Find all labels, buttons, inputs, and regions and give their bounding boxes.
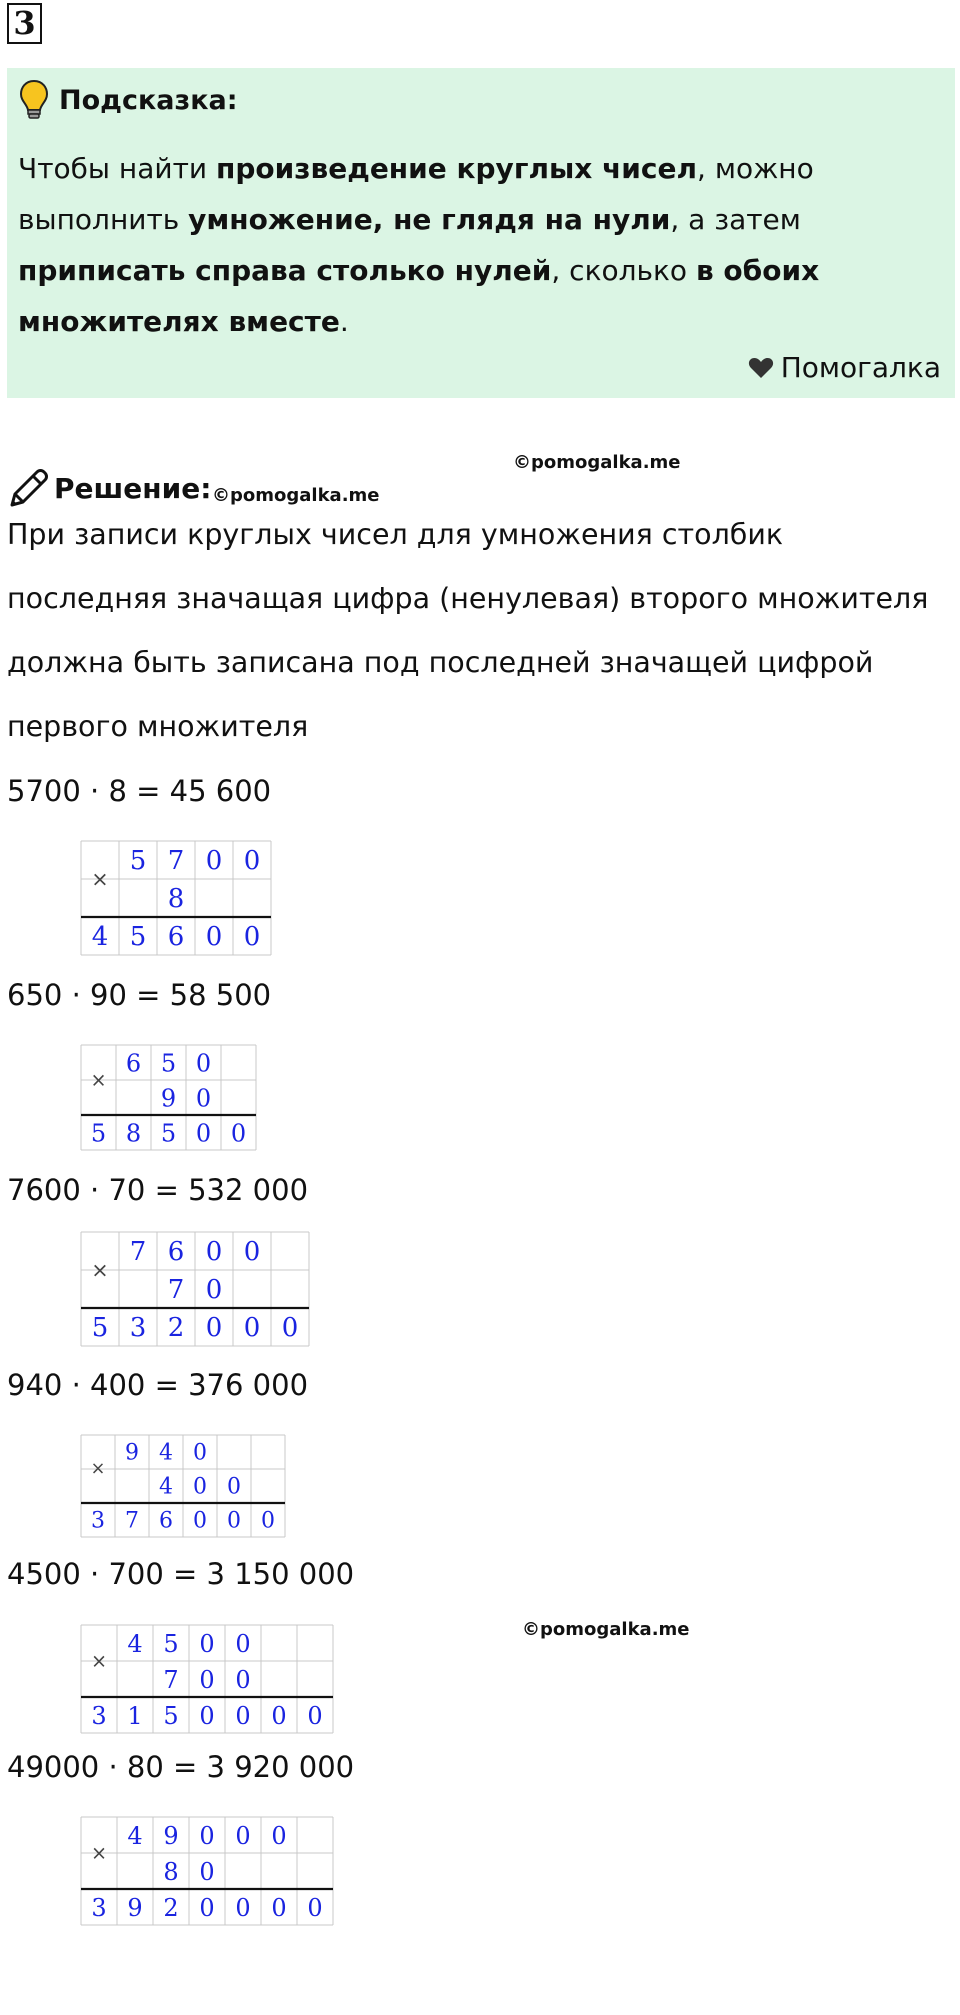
grid-digit: 2	[163, 1894, 179, 1922]
solution-line: При записи круглых чисел для умножения столбик	[7, 518, 784, 551]
multiplication-grid	[80, 1434, 286, 1542]
equation: 940 · 400 = 376 000	[7, 1368, 309, 1402]
grid-digit: 4	[91, 922, 109, 952]
grid-digit: 0	[195, 1084, 212, 1113]
grid-digit: 4	[159, 1474, 173, 1500]
grid-svg	[80, 840, 272, 956]
grid-digit: 8	[167, 884, 185, 914]
grid-digit: 2	[167, 1313, 185, 1343]
pencil-icon	[8, 467, 50, 509]
multiply-sign: ×	[90, 1841, 108, 1865]
grid-digit: 0	[243, 846, 261, 876]
grid-digit: 1	[127, 1702, 143, 1730]
task-number: 3	[7, 3, 42, 44]
hint-text-segment: , сколько	[551, 254, 696, 287]
hint-text-bold: умножение, не глядя на нули	[188, 203, 671, 236]
grid-digit: 5	[163, 1702, 179, 1730]
grid-digit: 0	[281, 1313, 299, 1343]
grid-digit: 0	[243, 1237, 261, 1267]
grid-digit: 0	[205, 846, 223, 876]
grid-digit: 4	[159, 1440, 173, 1466]
equation: 5700 · 8 = 45 600	[7, 774, 272, 808]
grid-digit: 0	[199, 1630, 215, 1658]
heart-icon	[748, 357, 774, 379]
hint-text-segment: Чтобы найти	[18, 152, 216, 185]
grid-svg	[80, 1231, 310, 1347]
signature	[748, 348, 941, 388]
grid-digit: 0	[195, 1049, 212, 1078]
grid-digit: 9	[160, 1084, 177, 1113]
grid-digit: 0	[199, 1666, 215, 1694]
grid-digit: 0	[243, 1313, 261, 1343]
hint-header	[19, 78, 238, 122]
hint-text-bold: в обоих множителях вместе	[18, 254, 820, 338]
grid-digit: 8	[163, 1858, 179, 1886]
multiplication-grid	[80, 1231, 310, 1351]
grid-digit: 7	[125, 1508, 139, 1534]
grid-digit: 3	[129, 1313, 147, 1343]
multiply-sign: ×	[90, 1649, 108, 1673]
hint-text-segment: .	[339, 305, 349, 338]
grid-digit: 0	[271, 1702, 287, 1730]
grid-digit: 0	[227, 1474, 241, 1500]
grid-svg	[80, 1044, 257, 1151]
grid-digit: 0	[205, 1275, 223, 1305]
grid-digit: 0	[199, 1894, 215, 1922]
grid-digit: 7	[167, 1275, 185, 1305]
grid-digit: 0	[205, 1313, 223, 1343]
grid-digit: 3	[91, 1894, 107, 1922]
multiply-sign: ×	[90, 1068, 107, 1092]
hint-text	[18, 143, 943, 347]
grid-digit: 6	[167, 1237, 185, 1267]
watermark: ©pomogalka.me	[212, 485, 380, 506]
hint-text-bold: произведение круглых чисел	[215, 152, 698, 185]
multiplication-grid	[80, 1044, 257, 1155]
grid-digit: 9	[125, 1440, 139, 1466]
solution-header	[8, 467, 211, 509]
multiply-sign: ×	[91, 867, 109, 891]
grid-digit: 5	[91, 1313, 109, 1343]
grid-svg	[80, 1624, 334, 1734]
grid-digit: 5	[160, 1049, 177, 1078]
multiplication-grid	[80, 1624, 334, 1738]
grid-digit: 0	[271, 1894, 287, 1922]
solution-title: Решение:	[54, 471, 212, 505]
equation: 7600 · 70 = 532 000	[7, 1173, 309, 1207]
watermark: ©pomogalka.me	[513, 452, 681, 473]
grid-digit: 0	[235, 1630, 251, 1658]
equation: 49000 · 80 = 3 920 000	[7, 1750, 355, 1784]
grid-digit: 7	[129, 1237, 147, 1267]
grid-digit: 9	[163, 1822, 179, 1850]
grid-digit: 0	[271, 1822, 287, 1850]
grid-digit: 0	[199, 1702, 215, 1730]
signature-text: Помогалка	[780, 351, 941, 384]
grid-digit: 9	[127, 1894, 143, 1922]
grid-digit: 0	[193, 1440, 207, 1466]
grid-digit: 0	[199, 1822, 215, 1850]
hint-text-segment: , а затем	[670, 203, 801, 236]
grid-digit: 0	[205, 922, 223, 952]
grid-digit: 4	[127, 1630, 143, 1658]
multiply-sign: ×	[90, 1459, 106, 1479]
multiplication-grid	[80, 840, 272, 960]
grid-digit: 3	[91, 1702, 107, 1730]
grid-digit: 3	[91, 1508, 105, 1534]
grid-digit: 6	[125, 1049, 142, 1078]
grid-svg	[80, 1816, 334, 1926]
grid-digit: 0	[193, 1474, 207, 1500]
lightbulb-icon	[19, 79, 49, 121]
grid-digit: 0	[205, 1237, 223, 1267]
equation: 650 · 90 = 58 500	[7, 978, 272, 1012]
grid-digit: 6	[159, 1508, 173, 1534]
multiplication-grid	[80, 1816, 334, 1930]
grid-digit: 0	[243, 922, 261, 952]
hint-box	[7, 68, 955, 398]
grid-digit: 5	[129, 846, 147, 876]
grid-digit: 4	[127, 1822, 143, 1850]
solution-line: первого множителя	[7, 710, 309, 743]
grid-digit: 8	[125, 1119, 142, 1148]
grid-digit: 0	[199, 1858, 215, 1886]
grid-digit: 0	[235, 1894, 251, 1922]
grid-digit: 6	[167, 922, 185, 952]
solution-line: должна быть записана под последней значащей цифрой	[7, 646, 874, 679]
grid-digit: 7	[163, 1666, 179, 1694]
grid-digit: 0	[307, 1894, 323, 1922]
grid-digit: 5	[129, 922, 147, 952]
watermark: ©pomogalka.me	[522, 1619, 690, 1640]
grid-digit: 0	[193, 1508, 207, 1534]
grid-digit: 0	[261, 1508, 275, 1534]
grid-svg	[80, 1434, 286, 1538]
grid-digit: 5	[160, 1119, 177, 1148]
grid-digit: 5	[163, 1630, 179, 1658]
grid-digit: 0	[235, 1702, 251, 1730]
grid-digit: 0	[307, 1702, 323, 1730]
grid-digit: 7	[167, 846, 185, 876]
multiply-sign: ×	[91, 1258, 109, 1282]
equation: 4500 · 700 = 3 150 000	[7, 1557, 355, 1591]
hint-text-bold: приписать справа столько нулей	[18, 254, 552, 287]
grid-digit: 0	[195, 1119, 212, 1148]
hint-text-segment: , можно выполнить	[18, 152, 814, 236]
grid-digit: 0	[235, 1666, 251, 1694]
grid-digit: 0	[230, 1119, 247, 1148]
hint-title: Подсказка:	[59, 84, 238, 116]
grid-digit: 0	[235, 1822, 251, 1850]
grid-digit: 0	[227, 1508, 241, 1534]
grid-digit: 5	[90, 1119, 107, 1148]
solution-line: последняя значащая цифра (ненулевая) второго множителя	[7, 582, 929, 615]
